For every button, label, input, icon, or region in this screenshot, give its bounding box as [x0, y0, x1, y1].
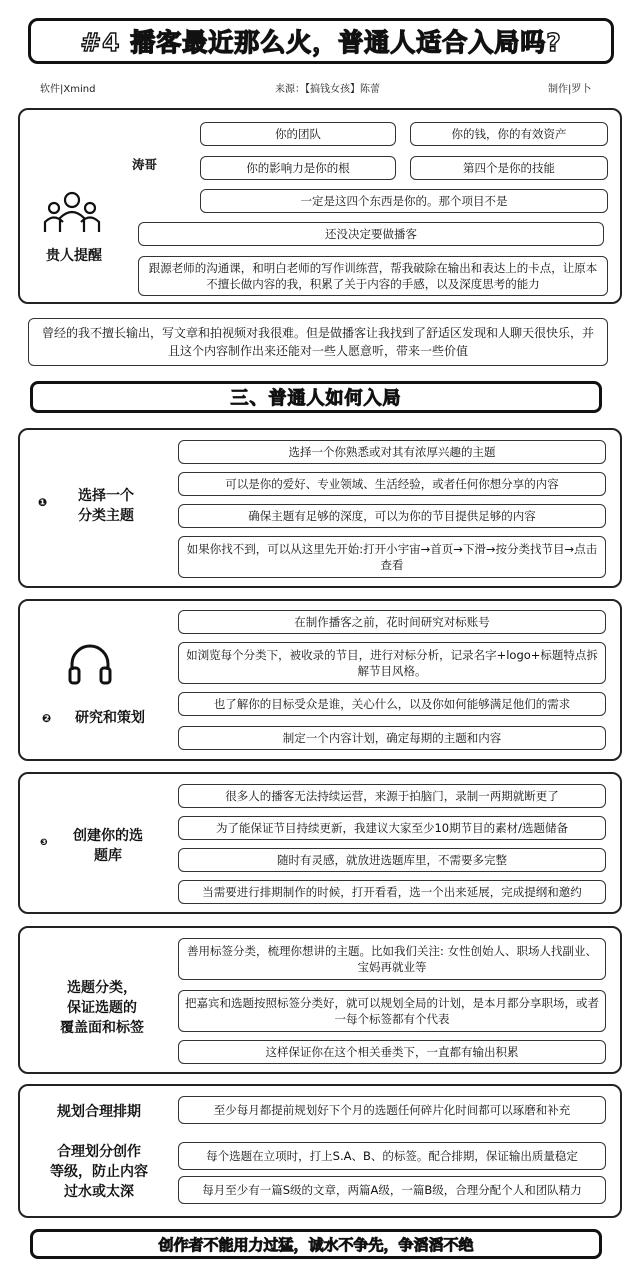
- benefactor-item: 你的钱，你的有效资产: [410, 122, 608, 146]
- step-4-label: 选题分类， 保证选题的 覆盖面和标签: [60, 980, 144, 1036]
- intro-note: 曾经的我不擅长输出，写文章和拍视频对我很难。但是做播客让我找到了舒适区发现和人聊天很快乐，并且这个内容制作出来还能对一些人愿意听，带来一些价值: [28, 318, 608, 366]
- step-1-label: 选择一个 分类主题: [78, 488, 134, 524]
- step-1-item: 如果你找不到，可以从这里先开始:打开小宇宙→首页→下滑→按分类找节目→点击查看: [178, 536, 606, 578]
- step-2-item: 也了解你的目标受众是谁，关心什么，以及你如何能够满足他们的需求: [178, 692, 606, 716]
- headphones-icon: [66, 640, 114, 686]
- benefactor-item: 你的团队: [200, 122, 396, 146]
- benefactor-item: 一定是这四个东西是你的。那个项目不是: [200, 189, 608, 213]
- step-3-item: 很多人的播客无法持续运营，来源于拍脑门，录制一两期就断更了: [178, 784, 606, 808]
- step-3-item: 当需要进行排期制作的时候，打开看看，选一个出来延展，完成提纲和邀约: [178, 880, 606, 904]
- step-5-item: 至少每月都提前规划好下个月的选题任何碎片化时间都可以琢磨和补充: [178, 1096, 606, 1124]
- footer-box: [30, 1229, 602, 1259]
- step-4-item: 这样保证你在这个相关垂类下，一直都有输出积累: [178, 1040, 606, 1064]
- step-1-item: 选择一个你熟悉或对其有浓厚兴趣的主题: [178, 440, 606, 464]
- page-title: #4 播客最近那么火，普通人适合入局吗?: [80, 28, 562, 57]
- step-2-item: 在制作播客之前，花时间研究对标账号: [178, 610, 606, 634]
- step-5-item: 每月至少有一篇S级的文章，两篇A级，一篇B级，合理分配个人和团队精力: [178, 1176, 606, 1204]
- step-3-item: 为了能保证节目持续更新，我建议大家至少10期节目的素材/选题储备: [178, 816, 606, 840]
- step-1-item: 可以是你的爱好、专业领域、生活经验，或者任何你想分享的内容: [178, 472, 606, 496]
- step-1-number: ❶: [38, 496, 48, 509]
- step-5-label: 规划合理排期: [57, 1104, 141, 1120]
- meta-source: 来源：【搞钱女孩】陈蕾: [275, 84, 380, 95]
- step-4-item: 善用标签分类，梳理你想讲的主题。比如我们关注: 女性创始人、职场人找副业、宝妈再就业等: [178, 938, 606, 980]
- step-2-item: 如浏览每个分类下，被收录的节目，进行对标分析，记录名字+logo+标题特点拆解节目风格。: [178, 642, 606, 684]
- step-3-label: 创建你的选 题库: [73, 828, 143, 864]
- section-title: 三、普通人如何入局: [230, 388, 402, 409]
- step-2-label: 研究和策划: [75, 710, 145, 726]
- step-3-number: ❸: [40, 838, 48, 848]
- step-1-item: 确保主题有足够的深度，可以为你的节目提供足够的内容: [178, 504, 606, 528]
- people-icon: [42, 190, 102, 234]
- step-3-item: 随时有灵感，就放进选题库里，不需要多完整: [178, 848, 606, 872]
- benefactor-name: 涛哥: [132, 157, 158, 172]
- meta-author: 制作|罗卜: [548, 84, 592, 95]
- footer-slogan: 创作者不能用力过猛，诚水不争先，争滔滔不绝: [158, 1235, 474, 1254]
- benefactor-item: 你的影响力是你的根: [200, 156, 396, 180]
- step-2-number: ❷: [42, 712, 52, 725]
- benefactor-lesson: 跟源老师的沟通课，和明白老师的写作训练营，帮我破除在输出和表达上的卡点，让原本不擅长做内容的我，积累了关于内容的手感，以及深度思考的能力: [138, 256, 608, 296]
- benefactor-decision: 还没决定要做播客: [138, 222, 604, 246]
- benefactor-item: 第四个是你的技能: [410, 156, 608, 180]
- meta-software: 软件|Xmind: [40, 84, 96, 95]
- step-2-item: 制定一个内容计划，确定每期的主题和内容: [178, 726, 606, 750]
- step-5-label-2: 合理划分创作 等级，防止内容 过水或太深: [50, 1144, 148, 1200]
- page-title-box: [28, 18, 614, 64]
- benefactor-label: 贵人提醒: [46, 248, 102, 264]
- step-4-item: 把嘉宾和选题按照标签分类好，就可以规划全局的计划，是本月都分享职场，或者一每个标签都有个代表: [178, 990, 606, 1032]
- section-title-box: [30, 381, 602, 413]
- step-5-item: 每个选题在立项时，打上S.A、B、的标签。配合排期，保证输出质量稳定: [178, 1142, 606, 1170]
